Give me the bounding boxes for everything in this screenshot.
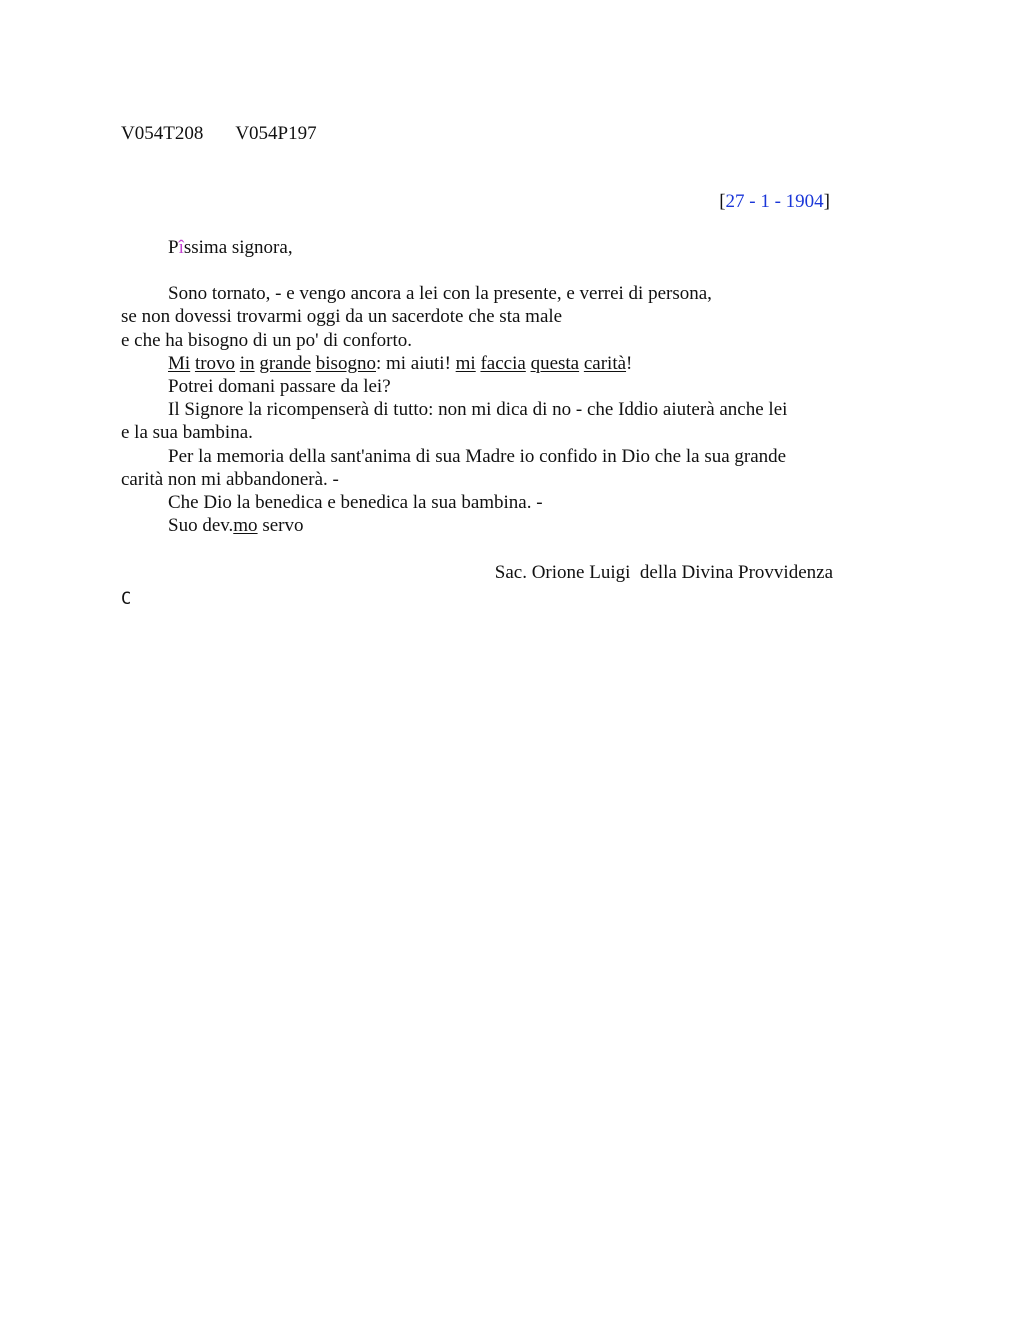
date-bracket-open: [ [719, 191, 726, 212]
underlined-word: carità [583, 352, 627, 374]
para1-line3: e che ha bisogno di un po' di conforto. [121, 329, 413, 351]
underlined-word: grande [259, 352, 312, 374]
signature: Sac. Orione Luigi della Divina Provvidenza [494, 562, 833, 583]
underlined-word: questa [530, 352, 580, 374]
closing-abbrev: mo [233, 515, 258, 537]
copy-mark: C [121, 589, 132, 609]
para4-line2: e la sua bambina. [121, 422, 253, 444]
date-value: 27 - 1 - 1904 [725, 191, 824, 212]
para1-line1: Sono tornato, - e vengo ancora a lei con la presente, e verrei di persona, [168, 283, 712, 305]
underlined-word: in [239, 352, 255, 374]
closing [121, 514, 841, 537]
para1-line2: se non dovessi trovarmi oggi da un sacerdote che sta male [121, 306, 563, 328]
para2-text: : mi aiuti! [375, 352, 456, 374]
page-code: V054P197 [235, 123, 317, 144]
para2 [121, 352, 841, 375]
underlined-word: mi [455, 352, 476, 374]
closing-end: servo [257, 515, 304, 537]
para3: Potrei domani passare da lei? [168, 376, 391, 398]
salutation-rest: ssima signora, [183, 237, 293, 258]
closing-text: Suo dev. [168, 515, 234, 537]
para2-end: ! [626, 352, 633, 374]
salutation-mark: î [178, 237, 184, 258]
para5-line2: carità non mi abbandonerà. - [121, 468, 339, 490]
letter-body [121, 236, 841, 537]
underlined-word: faccia [480, 352, 526, 374]
underlined-word: bisogno [315, 352, 376, 374]
underlined-word: trovo [194, 352, 236, 374]
para6: Che Dio la benedica e benedica la sua bambina. - [168, 492, 543, 514]
document-codes [121, 122, 317, 145]
blank-line [121, 259, 841, 282]
volume-code: V054T208 [121, 123, 204, 144]
letter-date [719, 190, 830, 213]
salutation-start: P [168, 237, 179, 258]
para5-line1: Per la memoria della sant'anima di sua Madre io confido in Dio che la sua grande [168, 445, 787, 467]
para4-line1: Il Signore la ricompenserà di tutto: non mi dica di no - che Iddio aiuterà anche lei [168, 399, 788, 421]
underlined-word: Mi [168, 352, 191, 374]
salutation [121, 236, 841, 259]
date-bracket-close: ] [823, 191, 830, 212]
